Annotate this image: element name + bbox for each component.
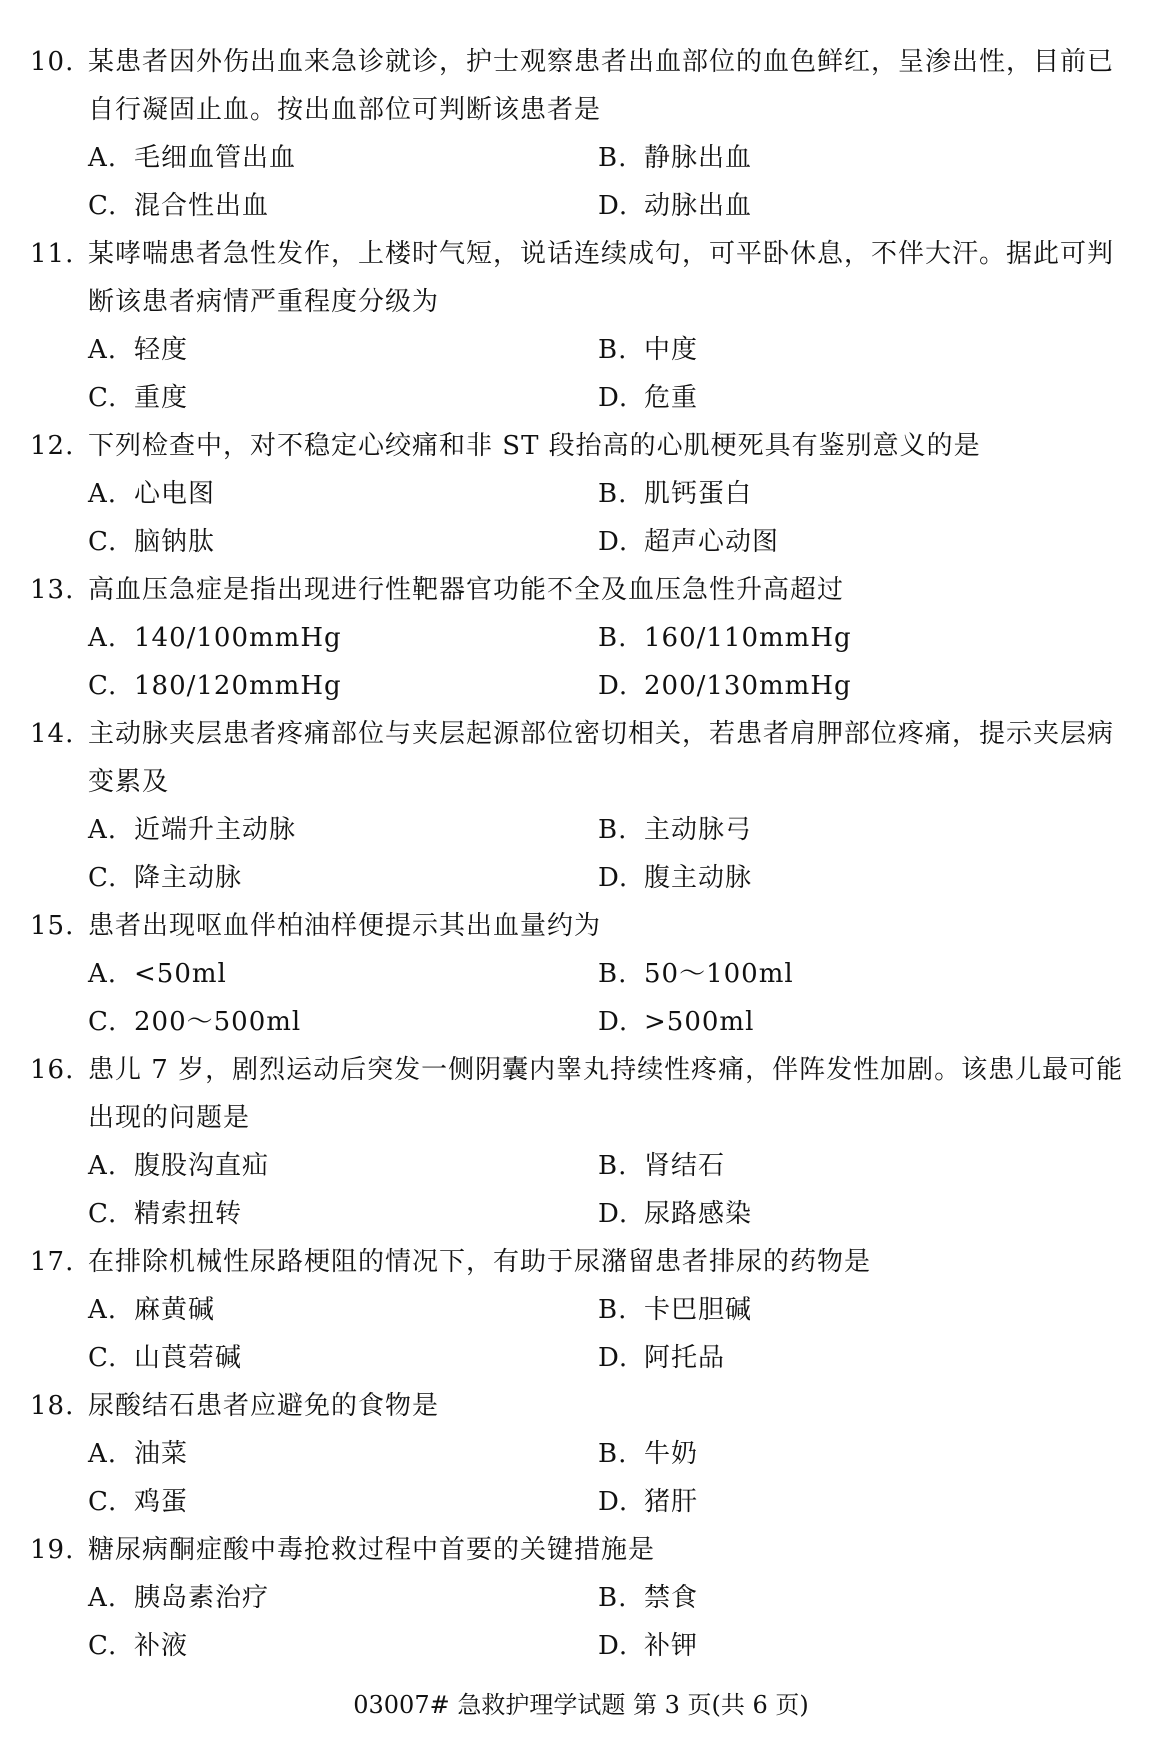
option-text: 毛细血管出血	[134, 143, 297, 173]
option-text: 尿路感染	[644, 1199, 753, 1229]
question-number: 10.	[30, 47, 75, 77]
option-text: 主动脉弓	[644, 815, 753, 845]
question-16	[30, 1046, 1140, 1142]
option-text: 胰岛素治疗	[134, 1583, 270, 1613]
option-label: D.	[598, 1199, 629, 1229]
option-text: >500ml	[644, 1007, 755, 1037]
option-label: C.	[88, 383, 118, 413]
question-15	[30, 902, 1140, 950]
option-label: C.	[88, 1343, 118, 1373]
option-text: 200/130mmHg	[644, 671, 852, 701]
option-label: C.	[88, 863, 118, 893]
option-text: 禁食	[644, 1583, 699, 1613]
question-text: 某患者因外伤出血来急诊就诊，护士观察患者出血部位的血色鲜红，呈渗出性，目前已自行凝固止血。按出血部位可判断该患者是	[88, 47, 1115, 125]
option-b	[598, 470, 752, 518]
option-text: 近端升主动脉	[134, 815, 297, 845]
question-text: 患者出现呕血伴柏油样便提示其出血量约为	[88, 911, 602, 941]
question-text: 患儿 7 岁，剧烈运动后突发一侧阴囊内睾丸持续性疼痛，伴阵发性加剧。该患儿最可能出现的问题是	[88, 1055, 1124, 1133]
option-a	[88, 134, 296, 182]
option-label: B.	[598, 623, 628, 653]
option-label: D.	[598, 383, 629, 413]
option-d	[598, 1190, 752, 1238]
option-d	[598, 998, 754, 1046]
option-text: 混合性出血	[134, 191, 270, 221]
question-19	[30, 1526, 1140, 1574]
option-label: B.	[598, 479, 628, 509]
option-label: D.	[598, 191, 629, 221]
question-text: 糖尿病酮症酸中毒抢救过程中首要的关键措施是	[88, 1535, 656, 1565]
option-label: D.	[598, 1631, 629, 1661]
option-c	[88, 662, 342, 710]
option-text: 阿托品	[644, 1343, 726, 1373]
option-label: D.	[598, 863, 629, 893]
option-text: 腹主动脉	[644, 863, 753, 893]
option-label: A.	[88, 959, 118, 989]
option-text: 180/120mmHg	[134, 671, 342, 701]
option-label: C.	[88, 1199, 118, 1229]
option-label: A.	[88, 1583, 118, 1613]
question-number: 11.	[30, 239, 75, 269]
option-text: 危重	[644, 383, 699, 413]
question-text: 主动脉夹层患者疼痛部位与夹层起源部位密切相关，若患者肩胛部位疼痛，提示夹层病变累及	[88, 719, 1115, 797]
option-d	[598, 518, 779, 566]
option-text: 肌钙蛋白	[644, 479, 753, 509]
option-text: 重度	[134, 383, 189, 413]
option-text: 轻度	[134, 335, 189, 365]
option-b	[598, 806, 752, 854]
option-c	[88, 1622, 188, 1670]
option-d	[598, 1334, 725, 1382]
option-d	[598, 662, 852, 710]
option-label: B.	[598, 815, 628, 845]
option-d	[598, 1478, 698, 1526]
option-d	[598, 1622, 698, 1670]
question-number: 19.	[30, 1535, 75, 1565]
option-c	[88, 1334, 242, 1382]
option-text: 卡巴胆碱	[644, 1295, 753, 1325]
option-label: C.	[88, 671, 118, 701]
question-number: 12.	[30, 431, 75, 461]
option-a	[88, 1142, 269, 1190]
option-b	[598, 1430, 698, 1478]
option-text: 补液	[134, 1631, 189, 1661]
option-label: B.	[598, 1439, 628, 1469]
option-b	[598, 1574, 698, 1622]
question-number: 17.	[30, 1247, 75, 1277]
question-number: 15.	[30, 911, 75, 941]
option-d	[598, 182, 752, 230]
option-text: 200～500ml	[134, 1007, 302, 1037]
option-text: 牛奶	[644, 1439, 699, 1469]
option-text: 160/110mmHg	[644, 623, 852, 653]
question-10	[30, 38, 1140, 134]
question-14	[30, 710, 1140, 806]
question-number: 14.	[30, 719, 75, 749]
question-12	[30, 422, 1140, 470]
question-11	[30, 230, 1140, 326]
option-text: 动脉出血	[644, 191, 753, 221]
option-text: 精索扭转	[134, 1199, 243, 1229]
option-d	[598, 854, 752, 902]
option-c	[88, 998, 301, 1046]
option-label: C.	[88, 1487, 118, 1517]
option-a	[88, 950, 227, 998]
option-text: 中度	[644, 335, 699, 365]
option-label: B.	[598, 1295, 628, 1325]
option-b	[598, 614, 852, 662]
option-label: D.	[598, 527, 629, 557]
option-text: 山莨菪碱	[134, 1343, 243, 1373]
option-text: 鸡蛋	[134, 1487, 189, 1517]
question-18	[30, 1382, 1140, 1430]
option-text: 脑钠肽	[134, 527, 216, 557]
question-17	[30, 1238, 1140, 1286]
question-text: 某哮喘患者急性发作，上楼时气短，说话连续成句，可平卧休息，不伴大汗。据此可判断该患者病情严重程度分级为	[88, 239, 1115, 317]
option-label: B.	[598, 1583, 628, 1613]
option-c	[88, 1478, 188, 1526]
option-b	[598, 1286, 752, 1334]
option-label: C.	[88, 191, 118, 221]
question-number: 16.	[30, 1055, 75, 1085]
question-13	[30, 566, 1140, 614]
option-text: 心电图	[134, 479, 216, 509]
option-text: 麻黄碱	[134, 1295, 216, 1325]
option-b	[598, 134, 752, 182]
option-a	[88, 1574, 269, 1622]
option-c	[88, 182, 269, 230]
option-text: 腹股沟直疝	[134, 1151, 270, 1181]
option-a	[88, 1286, 215, 1334]
option-text: 静脉出血	[644, 143, 753, 173]
option-text: 补钾	[644, 1631, 699, 1661]
option-c	[88, 518, 215, 566]
option-text: 140/100mmHg	[134, 623, 342, 653]
option-label: A.	[88, 623, 118, 653]
option-label: A.	[88, 1439, 118, 1469]
option-d	[598, 374, 698, 422]
option-label: C.	[88, 1007, 118, 1037]
option-label: A.	[88, 143, 118, 173]
option-label: C.	[88, 1631, 118, 1661]
option-text: 超声心动图	[644, 527, 780, 557]
question-number: 13.	[30, 575, 75, 605]
question-text: 在排除机械性尿路梗阻的情况下，有助于尿潴留患者排尿的药物是	[88, 1247, 872, 1277]
option-label: D.	[598, 1487, 629, 1517]
option-a	[88, 326, 188, 374]
question-text: 尿酸结石患者应避免的食物是	[88, 1391, 440, 1421]
option-c	[88, 374, 188, 422]
option-a	[88, 614, 342, 662]
option-label: B.	[598, 335, 628, 365]
option-a	[88, 806, 296, 854]
option-label: C.	[88, 527, 118, 557]
option-label: A.	[88, 335, 118, 365]
option-a	[88, 1430, 188, 1478]
option-b	[598, 326, 698, 374]
option-text: 肾结石	[644, 1151, 726, 1181]
question-text: 下列检查中，对不稳定心绞痛和非 ST 段抬高的心肌梗死具有鉴别意义的是	[88, 431, 981, 461]
option-label: A.	[88, 1295, 118, 1325]
option-text: <50ml	[134, 959, 227, 989]
option-label: B.	[598, 1151, 628, 1181]
question-number: 18.	[30, 1391, 75, 1421]
option-c	[88, 854, 242, 902]
option-label: A.	[88, 1151, 118, 1181]
page-footer: 03007# 急救护理学试题 第 3 页(共 6 页)	[353, 1691, 809, 1719]
option-label: D.	[598, 671, 629, 701]
option-label: B.	[598, 959, 628, 989]
option-b	[598, 950, 794, 998]
option-text: 猪肝	[644, 1487, 699, 1517]
option-label: A.	[88, 479, 118, 509]
option-c	[88, 1190, 242, 1238]
option-text: 降主动脉	[134, 863, 243, 893]
option-a	[88, 470, 215, 518]
question-text: 高血压急症是指出现进行性靶器官功能不全及血压急性升高超过	[88, 575, 845, 605]
option-text: 油菜	[134, 1439, 189, 1469]
option-label: A.	[88, 815, 118, 845]
option-label: D.	[598, 1343, 629, 1373]
option-text: 50～100ml	[644, 959, 794, 989]
option-label: D.	[598, 1007, 629, 1037]
option-label: B.	[598, 143, 628, 173]
option-b	[598, 1142, 725, 1190]
